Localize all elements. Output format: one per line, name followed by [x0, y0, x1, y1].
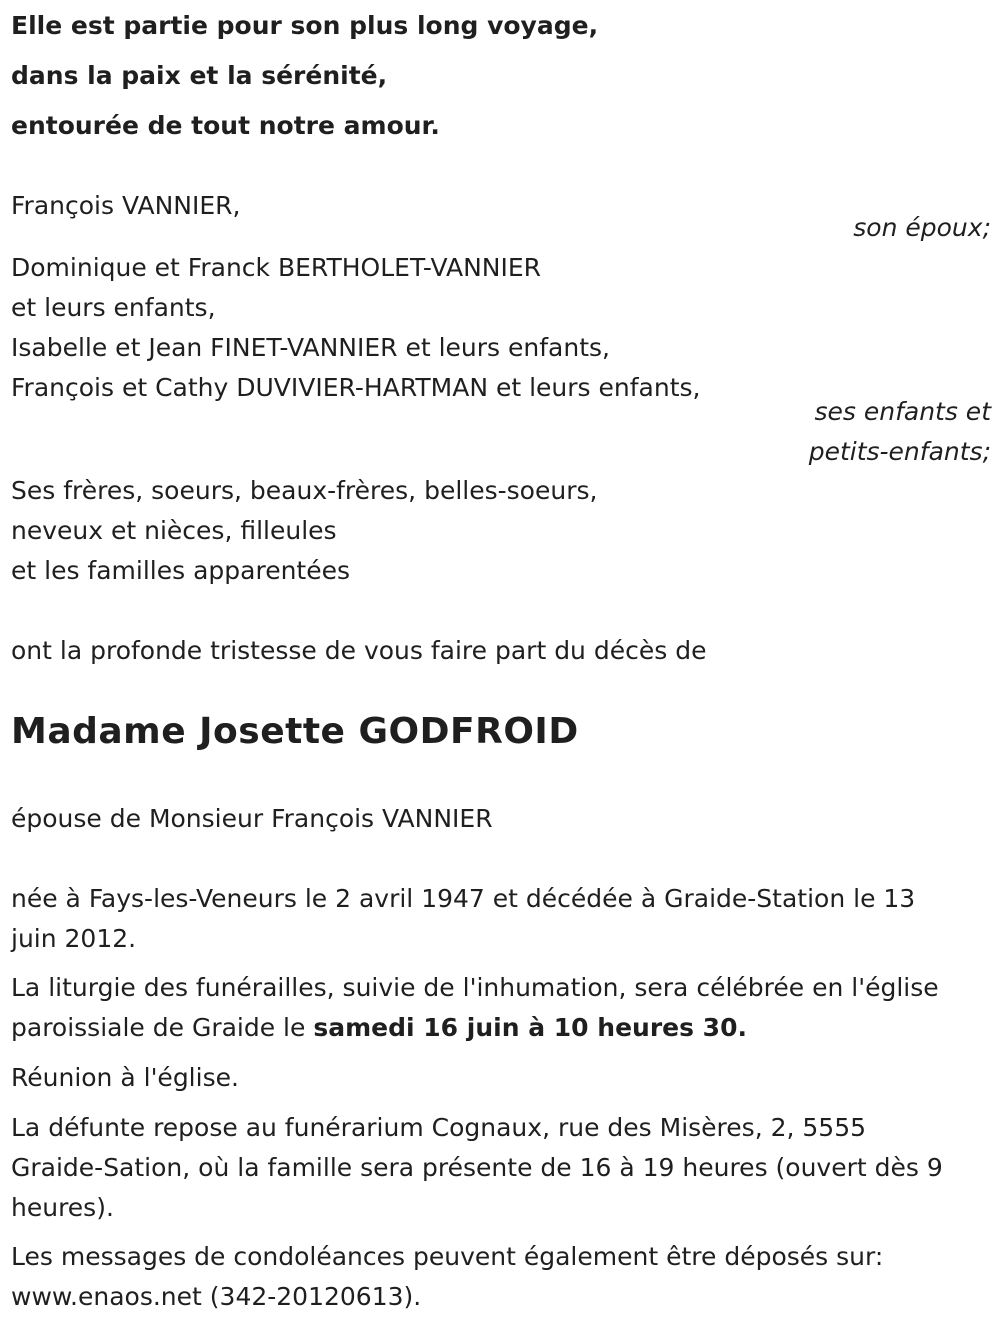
children-role-line-1: ses enfants et — [814, 397, 991, 426]
intro-line-2: dans la paix et la sérénité, — [11, 61, 388, 90]
liturgy-line-2 — [11, 1008, 747, 1048]
meeting-text: Réunion à l'église. — [11, 1063, 239, 1092]
spouse-role: son époux; — [853, 213, 991, 242]
children-role-line-2: petits-enfants; — [808, 437, 991, 466]
children-line-1: Dominique et Franck BERTHOLET-VANNIER — [11, 253, 542, 282]
intro-line-3: entourée de tout notre amour. — [11, 111, 440, 140]
relatives-line-3: et les familles apparentées — [11, 556, 351, 585]
condolences-line-1: Les messages de condoléances peuvent également être déposés sur: — [11, 1242, 884, 1271]
birth-death-line-2: juin 2012. — [11, 924, 137, 953]
relatives-line-1: Ses frères, soeurs, beaux-frères, belles-soeurs, — [11, 476, 598, 505]
announcement-text: ont la profonde tristesse de vous faire part du décès de — [11, 636, 707, 665]
deceased-name: Madame Josette GODFROID — [11, 711, 579, 752]
birth-death-line-1: née à Fays-les-Veneurs le 2 avril 1947 et décédée à Graide-Station le 13 — [11, 884, 916, 913]
condolences-link[interactable]: www.enaos.net (342-20120613). — [11, 1282, 422, 1311]
children-line-2: et leurs enfants, — [11, 293, 216, 322]
funeral-date-time: samedi 16 juin à 10 heures 30. — [313, 1013, 747, 1042]
spouse-name: François VANNIER, — [11, 191, 241, 220]
intro-line-1: Elle est partie pour son plus long voyage, — [11, 11, 599, 40]
liturgy-line-2-text: paroissiale de Graide le — [11, 1013, 314, 1042]
spouse-of-text: épouse de Monsieur François VANNIER — [11, 804, 493, 833]
rest-line-1: La défunte repose au funérarium Cognaux, rue des Misères, 2, 5555 — [11, 1113, 867, 1142]
rest-line-3: heures). — [11, 1193, 114, 1222]
children-line-4: François et Cathy DUVIVIER-HARTMAN et leurs enfants, — [11, 373, 701, 402]
children-line-3: Isabelle et Jean FINET-VANNIER et leurs enfants, — [11, 333, 610, 362]
obituary-notice — [11, 0, 991, 1331]
relatives-line-2: neveux et nièces, filleules — [11, 516, 337, 545]
liturgy-line-1: La liturgie des funérailles, suivie de l'inhumation, sera célébrée en l'église — [11, 973, 939, 1002]
rest-line-2: Graide-Sation, où la famille sera présente de 16 à 19 heures (ouvert dès 9 — [11, 1153, 943, 1182]
